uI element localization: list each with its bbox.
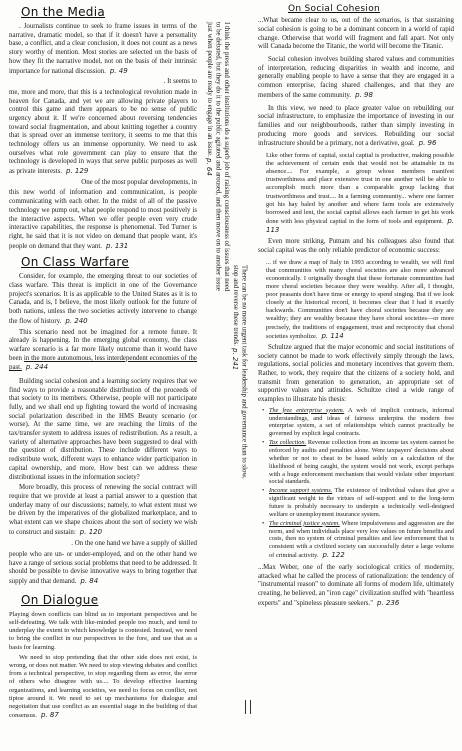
list-item-title: The free enterprise system. — [269, 406, 345, 414]
paragraph: In this view, we need to place greater value on rebuilding our social infrastructure, to emphasize the importance of investing in our families and our neighbourhoods, rather than simply investing in producing more goods and services. Rebuilding our social infrastructure should be a primary, not a derivative, goal. p. 96 — [258, 104, 454, 148]
list-item-title: Income support systems. — [269, 487, 333, 495]
page-ref: p. 244 — [25, 363, 49, 372]
page-ref: p. 131 — [106, 241, 129, 250]
paragraph: Schultze argued that the major economic and social institutions of society cannot be made to work effectively simply through the laws, regulations, social policies and monetary incentives that govern them. Rather, to work, they require that the citizens of a society hold, and transmit from generation to generation, an appropriate set of supportive values and attitudes. Schultze cited a wide range of examples to illustrate his thesis: — [258, 343, 454, 403]
page-ref: p. 122 — [322, 551, 345, 560]
page-ref: p. 129 — [66, 167, 89, 176]
paragraph: ...What became clear to us, out of the scenarios, is that sustaining social cohesion is going to be a dominant concern in a world of rapid change. Otherwise that world will fragment and fall apart. Not only will Canada become the Titanic, the world will become the Titanic. — [258, 17, 454, 51]
block-quote: Like other forms of capital, social capital is productive, making possible the achievement of certain ends that would not be attainable in its absence.... For example, a group whose members manifest trustworthiness and place extensive trust in one another will be able to accomplish much more than a comparable group lacking that trustworthiness and trust.... In a farming community... where one farmer got his hay baled by another and where farm tools are extensively borrowed and lent, the social capital allows each farmer to get his work done with less physical capital in the form of tools and equipment. p. 113 — [266, 151, 454, 235]
list-item-title: The criminal justice system. — [269, 519, 340, 527]
heading-text: On the Media — [21, 5, 106, 19]
paragraph: this new world of information and communication, is people communicating with each other. In the midst of all of the passive technology we pump out, what people respond to most positively is the interactive aspects. When we offer people even very crude interactive capabilities, the response is phenomenal. Ted Turner is right, he said that it is not video on demand that people want, it's people on demand that they want. p. 131 — [9, 189, 197, 250]
underlined-text: in the more autonomous, less interdependent economies of the past. — [9, 354, 197, 372]
list-item: • Income support systems. The existence of individual values that give a significant weight to the virtues of self-support and to the long-term future is probably necessary to underpin a technically well-designed welfare or unemployment insurance system. — [262, 487, 454, 518]
list-item: • The free enterprise system. A web of implicit contracts, informal understandings, and ideas of fairness underpins the modern free enterprise system, a set of relationships which cannot practically be governed by explicit legal contracts. — [262, 406, 454, 438]
page-ref: p. 114 — [321, 331, 344, 340]
left-column — [9, 4, 197, 722]
paragraph: Playing down conflicts can blind us to important perspectives and be self-defeating. We talk with like-minded people too much, and tend to underplay the extent to which knowledge is contested. Instead, we need to bring the conflict in our perspectives to the fore, and use that as a basis for learning. — [9, 610, 197, 651]
paragraph: me, more and more, that this is a technological revolution made in heaven for Canada, and yet we are allowing private players to control this game and there appears to be no sense of public urgency about it. If we're concerned about reversing tendencies toward social fragmentation, and about knitting together a country that is spread over an immense territory, it seems to me that this technology offers us an immense opportunity. We need to ask ourselves what role government can play to ensure that the technology is developed in ways that serve public purposes as well as private interests. p. 129 — [9, 88, 197, 176]
paragraph: . Journalists continue to seek to frame issues in terms of the narrative, dramatic model, so that if it doesn't have a personality base, a conflict, and a clear conclusion, it does not count as a news story worthy of mention. Most stories are selected on the basis of how they fit the narrative model, not on the basis of their intrinsic importance for national discussion. p. 49 — [9, 23, 197, 75]
side-note-media: I think the press and other institutions do a superb job of raising consciousness of issues that need to be debated, but they do it to the public agitated and aroused, and then move on to another issue just when people are ready to engage in an issue. p. 64 — [204, 22, 230, 292]
page-ref: p. 84 — [80, 577, 99, 586]
paragraph: We need to stop pretending that the other side does not exist, is wrong, or does not matter. We need to stop viewing debates and conflict from a technical perspective, to stop regarding them as error, the error of others who disagree with us.... To develop effective learning organizations, and learning societies, we need to focus on conflict, not tiptoe around it. We need to set up mechanisms for dialogue and negotiation that use conflict as an essential stage in the building of that consensus. p. 87 — [9, 653, 197, 720]
heading-text: On Social Cohesion — [288, 4, 381, 14]
page-ref: p. 87 — [40, 711, 59, 720]
page-divider-mark — [245, 700, 251, 714]
heading-on-the-media — [21, 5, 197, 20]
page-ref: p. 236 — [377, 598, 400, 607]
heading-on-dialogue — [21, 593, 197, 608]
page-ref: p. 98 — [355, 90, 373, 99]
block-quote: ... if we draw a map of Italy in 1993 according to wealth, we will find that communities with many choral societies are also more advanced economically. I originally thought that these fortunate communities had more choral societies because they were wealthy. After all, I thought, poor peasants don't have time or energy to spend singing. But if we look closely at the historical record, it becomes clear that I had it exactly backwards. Communities don't have choral societies because they are wealthy; they are wealthy because they have choral societies—or more precisely, the traditions of engagement, trust and reciprocity that choral societies symbolize. p. 114 — [266, 258, 454, 340]
paragraph: This scenario need not be imagined for a remote future. It already is happening. In the emerging global economy, the class warfare scenario is a far more likely outcome than it would have been in the more autonomous, less interdependent economies of the past. p. 244 — [9, 328, 197, 372]
right-column — [258, 4, 454, 610]
heading-text: On Class Warfare — [21, 255, 130, 270]
page-ref: p. 64 — [204, 158, 213, 177]
paragraph: Building social cohesion and a learning society requires that we find ways to provide a reasonable distribution of the proceeds of that society to its members. Otherwise, people will not participate fully, and we shall end up fighting toward the world of increasing social polarization described in the HMS Beauty scenario (or worse). At the same time, we are reaching the limits of the tax/transfer system to address issues of redistribution. As a result, a variety of alternative approaches have been suggested to deal with the question of distribution. These include different ways to redistribute work, different ways to enhance wider participation in capital ownership, and more. How best can we address these distributional issues in the information society? — [9, 377, 197, 481]
page-ref: p. 120 — [79, 527, 103, 536]
side-note-class-warfare: There can be no more urgent task for leadership and governance than to slow, stop and reverse these trends. p. 241 — [230, 265, 248, 479]
paragraph: people who are un- or under-employed, and on the other hand we have a range of serious social problems that need to be addressed. It should be possible to devise innovative ways to bring together that supply and that demand. p. 84 — [9, 551, 197, 586]
paragraph: More broadly, this process of renewing the social contract will require that we provide at least a partial answer to a question that underlay many of our discussions; namely, to what extent must we be driven by the imperatives of the globalized marketplace, and to what extent can we shape choices about the sort of society we wish to construct and sustain: p. 120 — [9, 484, 197, 536]
page-ref: p. 49 — [109, 66, 128, 75]
paragraph: Even more striking, Putnam and his colleagues also found that social capital was the only reliable predictor of economic success: — [258, 238, 454, 254]
paragraph: . It seems to — [163, 78, 197, 86]
heading-on-social-cohesion — [288, 4, 454, 15]
list-item: • The criminal justice system. Where impulsiveness and aggression are the norm, and when individuals place very low values on future benefits and costs, then no system of criminal penalties and law enforcement that is consistent with a civilized society can successfully deter a large volume of criminal activity. p. 122 — [262, 519, 455, 560]
page-ref: p. 96 — [418, 139, 437, 148]
paragraph: Social cohesion involves building shared values and communities of interpretation, reducing disparities in wealth and income, and generally enabling people to have a sense that they are engaged in a common enterprise, facing shared challenges, and that they are members of the same community. p. 98 — [258, 56, 454, 99]
heading-text: On Dialogue — [21, 592, 99, 607]
page-ref: p. 113 — [266, 216, 454, 235]
page-ref: p. 241 — [230, 347, 239, 370]
page-ref: p. 240 — [65, 316, 88, 325]
heading-on-class-warfare — [21, 255, 197, 270]
examples-list — [262, 407, 454, 560]
paragraph: Consider, for example, the emerging threat to our societies of class warfare. This threat is implicit in one of the Governance project's scenarios. It is as applicable to the United States as it is to Canada, and is, I believe, the most likely outlook for the future of both nations, unless the two societies actively intervene to change the flow of history. p. 240 — [9, 273, 197, 325]
paragraph: ...Max Weber, one of the early sociological critics of modernity, attacked what he called the process of rationalization: the tendency of "instrumental reason" to dominate all forms of modern life, ultimately creating, he believed, an "iron cage" civilization stuffed with "heartless experts" and "spineless pleasure seekers." p. 236 — [258, 563, 455, 607]
paragraph: One of the most popular developments, in — [81, 178, 197, 186]
list-item-title: Tax collection. — [269, 439, 307, 447]
list-item: • Tax collection. Revenue collection from an income tax system cannot be enforced by audits and penalties alone. Were taxpayers' decisions about whether or not to cheat to be based solely on a calculation of the likelihood of being caught, the system would not work, except perhaps with a huge enforcement mechanism that would violate other important social standards. — [262, 439, 454, 486]
paragraph: . On the one hand we have a supply of skilled — [71, 540, 197, 548]
